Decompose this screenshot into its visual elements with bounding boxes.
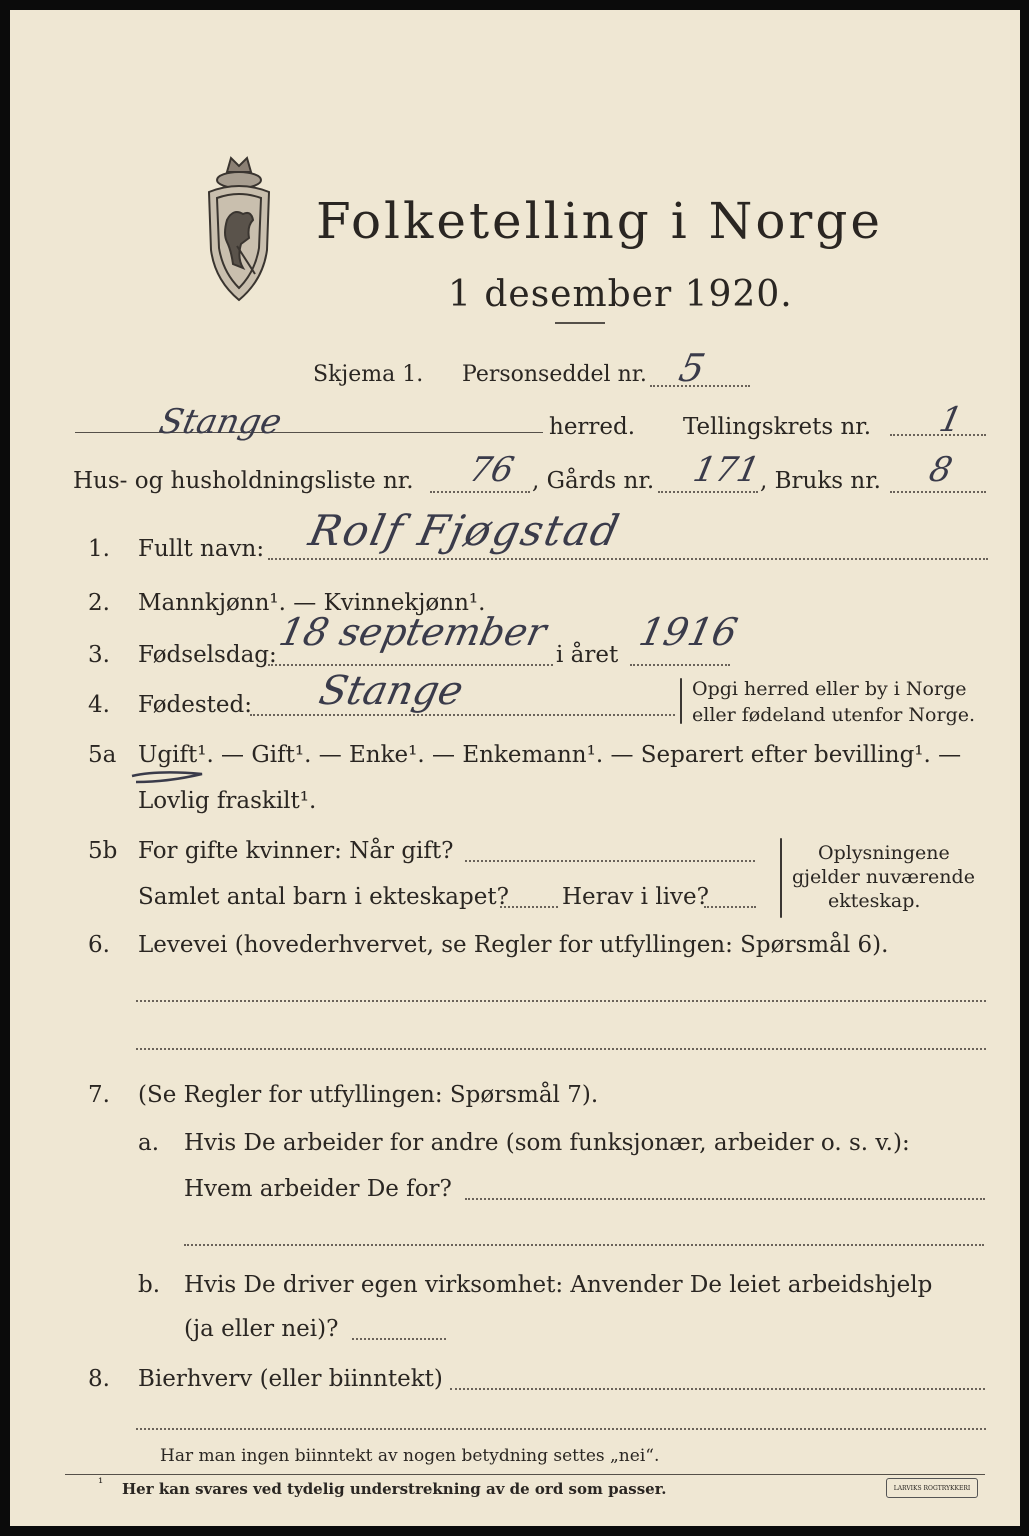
q4-number: 4.: [88, 692, 110, 718]
ugift-underline-mark: [128, 766, 208, 786]
q5b-alive-label: Herav i live?: [562, 884, 709, 910]
tellingskrets-label: Tellingskrets nr.: [683, 414, 872, 440]
printer-stamp: [886, 1478, 978, 1498]
herred-field-line: [75, 432, 543, 433]
birth-year-value[interactable]: 1916: [635, 610, 742, 654]
herred-label: herred.: [549, 414, 636, 440]
q4-note-line1: Opgi herred eller by i Norge: [692, 678, 967, 700]
schema-label: Skjema 1.: [313, 362, 424, 387]
birthday-value[interactable]: 18 september: [275, 610, 551, 654]
q7a-text: Hvis De arbeider for andre (som funksjonær, arbeider o. s. v.):: [184, 1130, 910, 1156]
q4-label: Fødested:: [138, 692, 253, 718]
q6-number: 6.: [88, 932, 110, 958]
q7a-label: a.: [138, 1130, 160, 1156]
gender-options[interactable]: Mannkjønn¹. — Kvinnekjønn¹.: [138, 590, 486, 616]
full-name-value[interactable]: Rolf Fjøgstad: [304, 506, 626, 555]
footnote-text: Her kan svares ved tydelig understrekning av de ord som passer.: [122, 1480, 667, 1498]
q8-number: 8.: [88, 1366, 110, 1392]
q3-number: 3.: [88, 642, 110, 668]
q7b-question: (ja eller nei)?: [184, 1316, 339, 1342]
q7a-question: Hvem arbeider De for?: [184, 1176, 452, 1202]
q6-label: Levevei (hovederhvervet, se Regler for utfyllingen: Spørsmål 6).: [138, 932, 889, 958]
q5b-note-line3: ekteskap.: [828, 890, 921, 912]
footnote-mark: ¹: [98, 1476, 104, 1491]
q5b-note-brace: [780, 838, 782, 918]
q8-label: Bierhverv (eller biinntekt): [138, 1366, 443, 1392]
q4-field-line: [250, 714, 675, 716]
q6-field-line-1: [136, 1000, 986, 1002]
q7b-label: b.: [138, 1272, 161, 1298]
footer-note: Har man ingen biinntekt av nogen betydning settes „nei“.: [160, 1446, 660, 1466]
q1-label: Fullt navn:: [138, 536, 265, 562]
census-date: 1 desember 1920.: [448, 274, 793, 315]
bruks-value[interactable]: 8: [925, 450, 956, 490]
birthplace-value[interactable]: Stange: [315, 668, 468, 714]
q3-year-field-line: [630, 664, 730, 666]
q3-day-field-line: [268, 664, 553, 666]
title-divider: [555, 322, 605, 324]
husliste-label: Hus- og husholdningsliste nr.: [73, 468, 414, 494]
q5b-children-label: Samlet antal barn i ekteskapet?: [138, 884, 509, 910]
q5b-note-line1: Oplysningene: [818, 842, 950, 864]
q8-field-line-2: [136, 1428, 986, 1430]
q7b-field-line: [352, 1338, 446, 1340]
gards-label: , Gårds nr.: [532, 468, 655, 494]
q7a-field-line-1: [465, 1198, 985, 1200]
bruks-label: , Bruks nr.: [760, 468, 881, 494]
q7-label: (Se Regler for utfyllingen: Spørsmål 7).: [138, 1082, 599, 1108]
bruks-field-line: [890, 491, 986, 493]
q5b-note-line2: gjelder nuværende: [792, 866, 975, 888]
form-title: Folketelling i Norge: [316, 192, 883, 250]
q6-field-line-2: [136, 1048, 986, 1050]
printer-stamp-text: LARVIKS ROGTRYKKERI: [893, 1484, 971, 1492]
q1-number: 1.: [88, 536, 110, 562]
q4-note-brace: [680, 678, 682, 724]
marital-status-options-line2[interactable]: Lovlig fraskilt¹.: [138, 788, 317, 814]
q3-year-label: i året: [556, 642, 619, 668]
census-form-page: [10, 10, 1020, 1526]
husliste-value[interactable]: 76: [465, 450, 518, 490]
q7b-text: Hvis De driver egen virksomhet: Anvender De leiet arbeidshjelp: [184, 1272, 933, 1298]
marital-status-options[interactable]: Ugift¹. — Gift¹. — Enke¹. — Enkemann¹. — Separert efter bevilling¹. —: [138, 742, 962, 768]
q5b-children-field-line: [500, 906, 558, 908]
herred-value[interactable]: Stange: [155, 402, 286, 442]
q5b-number: 5b: [88, 838, 118, 864]
q1-field-line: [268, 558, 988, 560]
q5b-married-when-field-line: [465, 860, 755, 862]
q5b-married-when-label: For gifte kvinner: Når gift?: [138, 838, 454, 864]
q3-label: Fødselsdag:: [138, 642, 277, 668]
q4-note-line2: eller fødeland utenfor Norge.: [692, 704, 976, 726]
husliste-field-line: [430, 491, 530, 493]
q5b-alive-field-line: [704, 906, 756, 908]
tellingskrets-value[interactable]: 1: [935, 400, 966, 440]
gards-value[interactable]: 171: [689, 450, 764, 490]
gards-field-line: [658, 491, 758, 493]
q5a-number: 5a: [88, 742, 117, 768]
q7a-field-line-2: [184, 1244, 984, 1246]
q8-field-line-1: [450, 1388, 985, 1390]
q2-number: 2.: [88, 590, 110, 616]
personseddel-label: Personseddel nr.: [462, 362, 647, 387]
coat-of-arms-icon: [197, 150, 281, 310]
personseddel-value[interactable]: 5: [675, 346, 709, 390]
footer-rule: [65, 1474, 985, 1475]
q7-number: 7.: [88, 1082, 110, 1108]
